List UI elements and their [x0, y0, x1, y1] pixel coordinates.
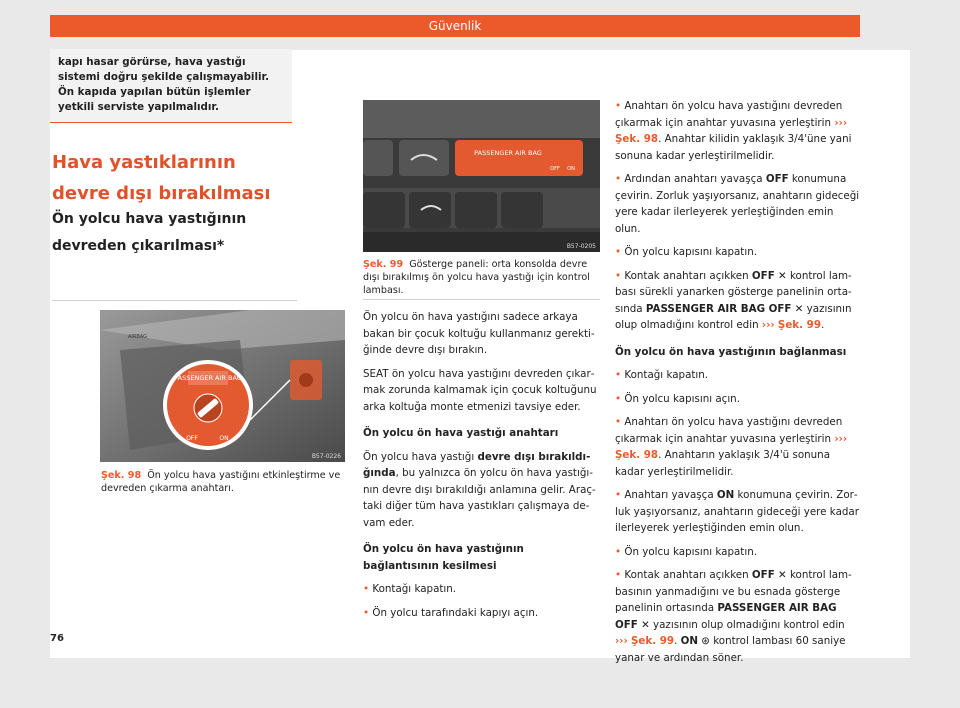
figure-98-text: Ön yolcu hava yastığını etkinleştirme ve devreden çıkarma anahtarı.: [101, 470, 341, 494]
figure-98-caption: [101, 469, 341, 495]
figure-99-caption: [363, 258, 600, 297]
figure-code: B57-0226: [311, 453, 341, 460]
figure-98-label: Şek. 98: [101, 470, 142, 481]
passenger-airbag-off-symbol: PASSENGER AIR BAG OFF: [615, 602, 837, 631]
subheading: Ön yolcu ön hava yastığı anahtarı: [363, 427, 559, 439]
page-header: Güvenlik: [50, 15, 860, 37]
figure-99-text: Gösterge paneli: orta konsolda devre dışı bırakılmış ön yolcu hava yastığı için kontrol lambası.: [363, 259, 590, 296]
passenger-airbag-off-symbol: PASSENGER AIR BAG OFF: [645, 302, 792, 315]
list-item: • Anahtarı ön yolcu hava yastığını devreden çıkarmak için anahtar yuvasına yerleştirin ››› Şek. 98. Anahtarın yaklaşık 3/4'ü sonuna kadar yerleştirilmelidir.: [615, 416, 848, 478]
on-symbol: ON: [680, 635, 699, 647]
paragraph: Ön yolcu hava yastığı devre dışı bırakıldığında, bu yalnızca ön yolcu ön hava yastığının devre dışı bırakıldığı anlamına gelir. Araçtaki diğer tüm hava yastıkları çalışmaya devam eder.: [363, 450, 596, 529]
on-label: ON: [219, 435, 229, 442]
section-title: Hava yastıklarının devre dışı bırakılması: [52, 152, 271, 204]
off-symbol: OFF: [751, 269, 775, 282]
subheading: Ön yolcu ön hava yastığının bağlanması: [615, 345, 847, 358]
figure-code: B57-0205: [566, 243, 596, 250]
on-symbol: ON: [716, 489, 735, 501]
seat-icon: ✕: [778, 569, 787, 581]
paragraph: Ön yolcu ön hava yastığını sadece arkaya bakan bir çocuk koltuğu kullanmanız gerektiğinde devre dışı bırakın.: [363, 311, 595, 356]
divider: [52, 300, 297, 301]
seat-icon: ✕: [641, 618, 650, 631]
list-item: • Ön yolcu kapısını açın.: [615, 392, 740, 405]
panel-on: ON: [567, 166, 575, 172]
list-item: • Kontağı kapatın.: [363, 583, 457, 595]
middle-column: [363, 309, 603, 628]
seat-icon: ✕: [778, 269, 787, 282]
panel-label: PASSENGER AIR BAG: [474, 149, 542, 157]
page-number: 76: [50, 633, 64, 644]
airbag-icon: ⊛: [701, 635, 710, 647]
divider: [363, 299, 600, 300]
list-item: • Kontak anahtarı açıkken OFF ✕ kontrol lambası sürekli yanarken gösterge panelinin ortasında PASSENGER AIR BAG OFF ✕ yazısının olup olmadığını kontrol edin ››› Şek. 99.: [615, 269, 852, 331]
figure-99-label: Şek. 99: [363, 259, 404, 270]
airbag-switch-illustration: [100, 310, 345, 462]
list-item: • Ön yolcu kapısını kapatın.: [615, 246, 757, 258]
list-item: • Ön yolcu tarafındaki kapıyı açın.: [363, 606, 539, 619]
list-item: • Kontağı kapatın.: [615, 369, 709, 381]
off-label: OFF: [186, 435, 198, 442]
seat-icon: ✕: [794, 302, 804, 315]
list-item: • Anahtarı yavaşça ON konumuna çevirin. Zorluk yaşıyorsanız, anahtarın gideceği yere kadar ilerleyerek yerleştiğinden emin olun.: [615, 489, 859, 534]
list-item: • Anahtarı ön yolcu hava yastığını devreden çıkarmak için anahtar yuvasına yerleştirin ››› Şek. 98. Anahtar kilidin yaklaşık 3/4'üne yani sonuna kadar yerleştirilmelidir.: [615, 100, 852, 162]
figure-link[interactable]: Şek. 98: [615, 449, 659, 461]
figure-link[interactable]: Şek. 99: [631, 635, 675, 647]
warning-text: kapı hasar görürse, hava yastığı sistemi doğru şekilde çalışmayabilir. Ön kapıda yapılan bütün işlemler yetkili serviste yapılmalıdır.: [58, 56, 270, 113]
figure-link[interactable]: Şek. 99: [777, 319, 821, 331]
off-symbol: OFF: [751, 569, 775, 581]
paragraph: SEAT ön yolcu hava yastığını devreden çıkarmak zorunda kalmamak için çocuk koltuğunu arka koltuğa monte etmenizi tavsiye eder.: [363, 367, 597, 413]
passenger-airbag-label: PASSENGER AIR BAG: [174, 374, 242, 382]
figure-98: [100, 310, 345, 462]
right-column: [615, 98, 860, 673]
off-symbol: OFF: [765, 173, 789, 185]
figure-link[interactable]: Şek. 98: [615, 133, 659, 145]
list-item: • Ön yolcu kapısını kapatın.: [615, 545, 757, 558]
airbag-text: AIRBAG: [128, 334, 148, 340]
figure-99: [363, 100, 600, 252]
list-item: • Kontak anahtarı açıkken OFF ✕ kontrol lambasının yanmadığını ve bu esnada gösterge panelinin ortasında PASSENGER AIR BAG OFF ✕ yazısının olup olmadığını kontrol edin ››› Şek. 99. ON ⊛ kontrol lambası 60 saniye yanar ve ardından söner.: [615, 569, 852, 664]
section-subtitle: Ön yolcu hava yastığının devreden çıkarılması*: [52, 211, 247, 254]
dashboard-panel-illustration: [363, 100, 600, 252]
panel-off: OFF: [550, 166, 560, 172]
list-item: • Ardından anahtarı yavaşça OFF konumuna çevirin. Zorluk yaşıyorsanız, anahtarın gideceği yere kadar ilerleyerek yerleştiğinden emin olun.: [615, 173, 860, 235]
warning-box: [50, 49, 292, 123]
subheading: Ön yolcu ön hava yastığının bağlantısının kesilmesi: [363, 543, 524, 572]
